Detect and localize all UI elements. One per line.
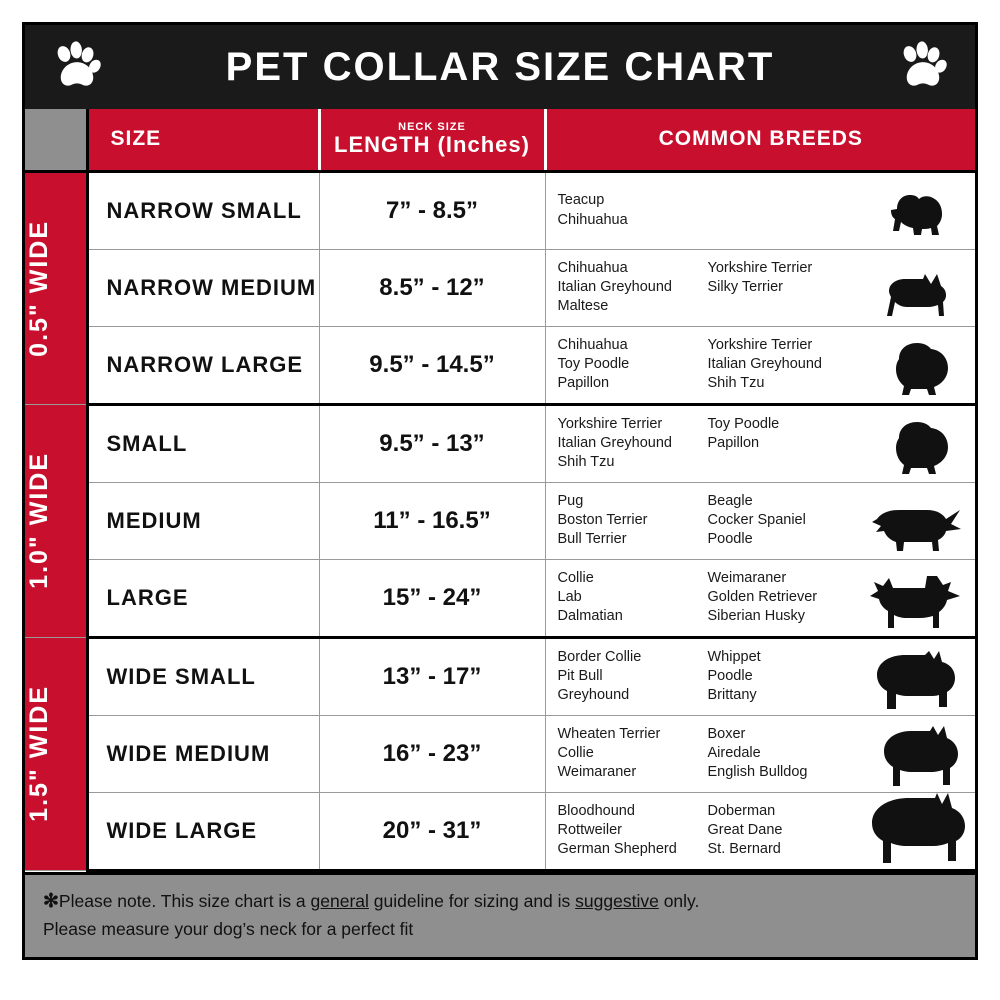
breed-column-1	[558, 259, 708, 316]
breed-name: Border Collie	[557, 648, 642, 665]
breed-column-1	[558, 569, 708, 626]
breed-column-1	[558, 492, 708, 549]
cell-size: NARROW SMALL	[87, 171, 319, 249]
paw-print-icon	[897, 41, 949, 93]
breed-column-2	[708, 725, 858, 782]
breed-name: Chihuahua	[557, 259, 628, 276]
cell-neck-length: 13” - 17”	[319, 637, 545, 715]
breed-name: Golden Retriever	[707, 588, 818, 605]
breed-name: Boxer	[707, 725, 746, 742]
note-underline-suggestive: suggestive	[575, 890, 659, 911]
breed-name: Bloodhound	[557, 802, 635, 819]
table-row	[25, 249, 975, 326]
breed-name: Yorkshire Terrier	[557, 415, 663, 432]
footer-note	[25, 872, 975, 958]
breed-column-2	[708, 492, 858, 549]
column-header-common-breeds: COMMON BREEDS	[545, 109, 975, 171]
breed-name: Papillon	[707, 434, 760, 451]
breed-column-2	[708, 336, 858, 393]
breed-column-2	[708, 648, 858, 705]
cell-size: NARROW LARGE	[87, 326, 319, 404]
cell-neck-length: 9.5” - 13”	[319, 404, 545, 482]
cell-neck-length: 16” - 23”	[319, 715, 545, 792]
cell-neck-length: 11” - 16.5”	[319, 482, 545, 559]
breed-name: Beagle	[707, 492, 753, 509]
breed-column-1	[558, 802, 708, 859]
cell-common-breeds	[545, 792, 975, 870]
yorkie-silhouette	[863, 179, 975, 243]
breed-name: Toy Poodle	[707, 415, 780, 432]
cell-common-breeds	[545, 559, 975, 637]
breed-name: Chihuahua	[557, 211, 628, 228]
breed-name: Shih Tzu	[557, 454, 615, 471]
breed-name: Bull Terrier	[557, 531, 627, 548]
cell-common-breeds	[545, 637, 975, 715]
breed-name: Doberman	[707, 802, 776, 819]
cell-size: SMALL	[87, 404, 319, 482]
cell-neck-length: 9.5” - 14.5”	[319, 326, 545, 404]
cell-size: WIDE MEDIUM	[87, 715, 319, 792]
breed-name: Brittany	[707, 687, 757, 704]
breed-name: Pug	[557, 492, 584, 509]
cell-neck-length: 15” - 24”	[319, 559, 545, 637]
breed-name: Collie	[557, 569, 594, 586]
table-row	[25, 404, 975, 482]
breed-name: Teacup	[557, 192, 605, 209]
width-group-label	[25, 171, 87, 404]
header-corner-cell	[25, 109, 87, 171]
width-group-label	[25, 637, 87, 870]
table-row	[25, 482, 975, 559]
table-header-row	[25, 109, 975, 171]
breed-name: Italian Greyhound	[557, 434, 672, 451]
column-header-length	[319, 109, 545, 171]
breed-name: Italian Greyhound	[557, 278, 672, 295]
note-text-a: Please note. This size chart is a	[58, 890, 311, 911]
breed-name: Cocker Spaniel	[707, 511, 806, 528]
breed-name: Yorkshire Terrier	[707, 336, 813, 353]
doberman-silhouette	[863, 799, 975, 863]
breed-name: Collie	[557, 744, 594, 761]
breed-name: English Bulldog	[707, 764, 808, 781]
column-header-neck-size: NECK SIZE	[398, 121, 466, 134]
breed-column-2	[708, 802, 858, 859]
breed-name: Silky Terrier	[707, 278, 783, 295]
breed-column-1	[558, 415, 708, 472]
breed-column-1	[558, 648, 708, 705]
note-line-1	[43, 891, 699, 911]
breed-name: Italian Greyhound	[707, 355, 822, 372]
breed-name: Toy Poodle	[557, 355, 630, 372]
breed-column-1	[558, 336, 708, 393]
table-row	[25, 559, 975, 637]
breed-name: Wheaten Terrier	[557, 725, 661, 742]
breed-name: Poodle	[707, 531, 753, 548]
width-group-label-text: 1.5" WIDE	[25, 685, 53, 822]
table-row	[25, 715, 975, 792]
breed-column-1	[558, 191, 708, 229]
paw-print-icon	[51, 41, 103, 93]
breed-name: Dalmatian	[557, 608, 623, 625]
breed-name: Shih Tzu	[707, 375, 765, 392]
breed-name: German Shepherd	[557, 841, 677, 858]
breed-name: St. Bernard	[707, 841, 781, 858]
breed-name: Yorkshire Terrier	[707, 259, 813, 276]
asterisk-icon: ✻	[43, 890, 59, 912]
cell-neck-length: 7” - 8.5”	[319, 171, 545, 249]
breed-column-2	[708, 259, 858, 316]
cell-common-breeds	[545, 482, 975, 559]
pitbull-silhouette	[863, 645, 975, 709]
cell-common-breeds	[545, 404, 975, 482]
page-title: PET COLLAR SIZE CHART	[225, 44, 775, 89]
note-text-c: only.	[658, 890, 700, 911]
width-group-label-text: 1.0" WIDE	[25, 452, 53, 589]
shihtzu-silhouette	[863, 333, 975, 397]
breed-column-2	[708, 569, 858, 626]
cell-size: WIDE LARGE	[87, 792, 319, 870]
cell-common-breeds	[545, 715, 975, 792]
cell-size: MEDIUM	[87, 482, 319, 559]
cell-neck-length: 20” - 31”	[319, 792, 545, 870]
breed-name: Great Dane	[707, 821, 783, 838]
breed-name: Weimaraner	[707, 569, 787, 586]
table-row	[25, 792, 975, 870]
beagle-silhouette	[863, 489, 975, 553]
table-row	[25, 171, 975, 249]
cell-common-breeds	[545, 171, 975, 249]
boxer-silhouette	[863, 722, 975, 786]
cell-size: WIDE SMALL	[87, 637, 319, 715]
width-group-label-text: 0.5" WIDE	[25, 219, 53, 357]
breed-name: Poodle	[707, 667, 753, 684]
breed-name: Siberian Husky	[707, 608, 806, 625]
table-body	[25, 171, 975, 870]
retriever-silhouette	[863, 566, 975, 630]
note-line-2: Please measure your dog’s neck for a perfect fit	[43, 918, 414, 939]
breed-name: Greyhound	[557, 687, 630, 704]
breed-name: Whippet	[707, 648, 761, 665]
chihuahua-silhouette	[863, 256, 975, 320]
cell-common-breeds	[545, 249, 975, 326]
chart-frame	[22, 22, 978, 960]
table-row	[25, 637, 975, 715]
breed-name: Lab	[557, 588, 582, 605]
width-group-label	[25, 404, 87, 637]
breed-name: Papillon	[557, 375, 610, 392]
note-text-b: guideline for sizing and is	[368, 890, 576, 911]
cell-size: NARROW MEDIUM	[87, 249, 319, 326]
size-chart-table	[25, 109, 975, 872]
column-header-size: SIZE	[87, 109, 319, 171]
breed-name: Rottweiler	[557, 821, 622, 838]
breed-column-2	[708, 415, 858, 472]
breed-name: Weimaraner	[557, 764, 637, 781]
cell-size: LARGE	[87, 559, 319, 637]
column-header-length-main: LENGTH (Inches)	[334, 132, 530, 158]
breed-column-1	[558, 725, 708, 782]
breed-name: Airedale	[707, 744, 761, 761]
chart-header	[25, 25, 975, 109]
breed-name: Pit Bull	[557, 667, 603, 684]
breed-name: Chihuahua	[557, 336, 628, 353]
shihtzu-silhouette	[863, 412, 975, 476]
table-row	[25, 326, 975, 404]
breed-column-2	[708, 191, 858, 229]
cell-common-breeds	[545, 326, 975, 404]
breed-name: Boston Terrier	[557, 511, 648, 528]
note-underline-general: general	[310, 890, 369, 911]
cell-neck-length: 8.5” - 12”	[319, 249, 545, 326]
breed-name: Maltese	[557, 298, 609, 315]
